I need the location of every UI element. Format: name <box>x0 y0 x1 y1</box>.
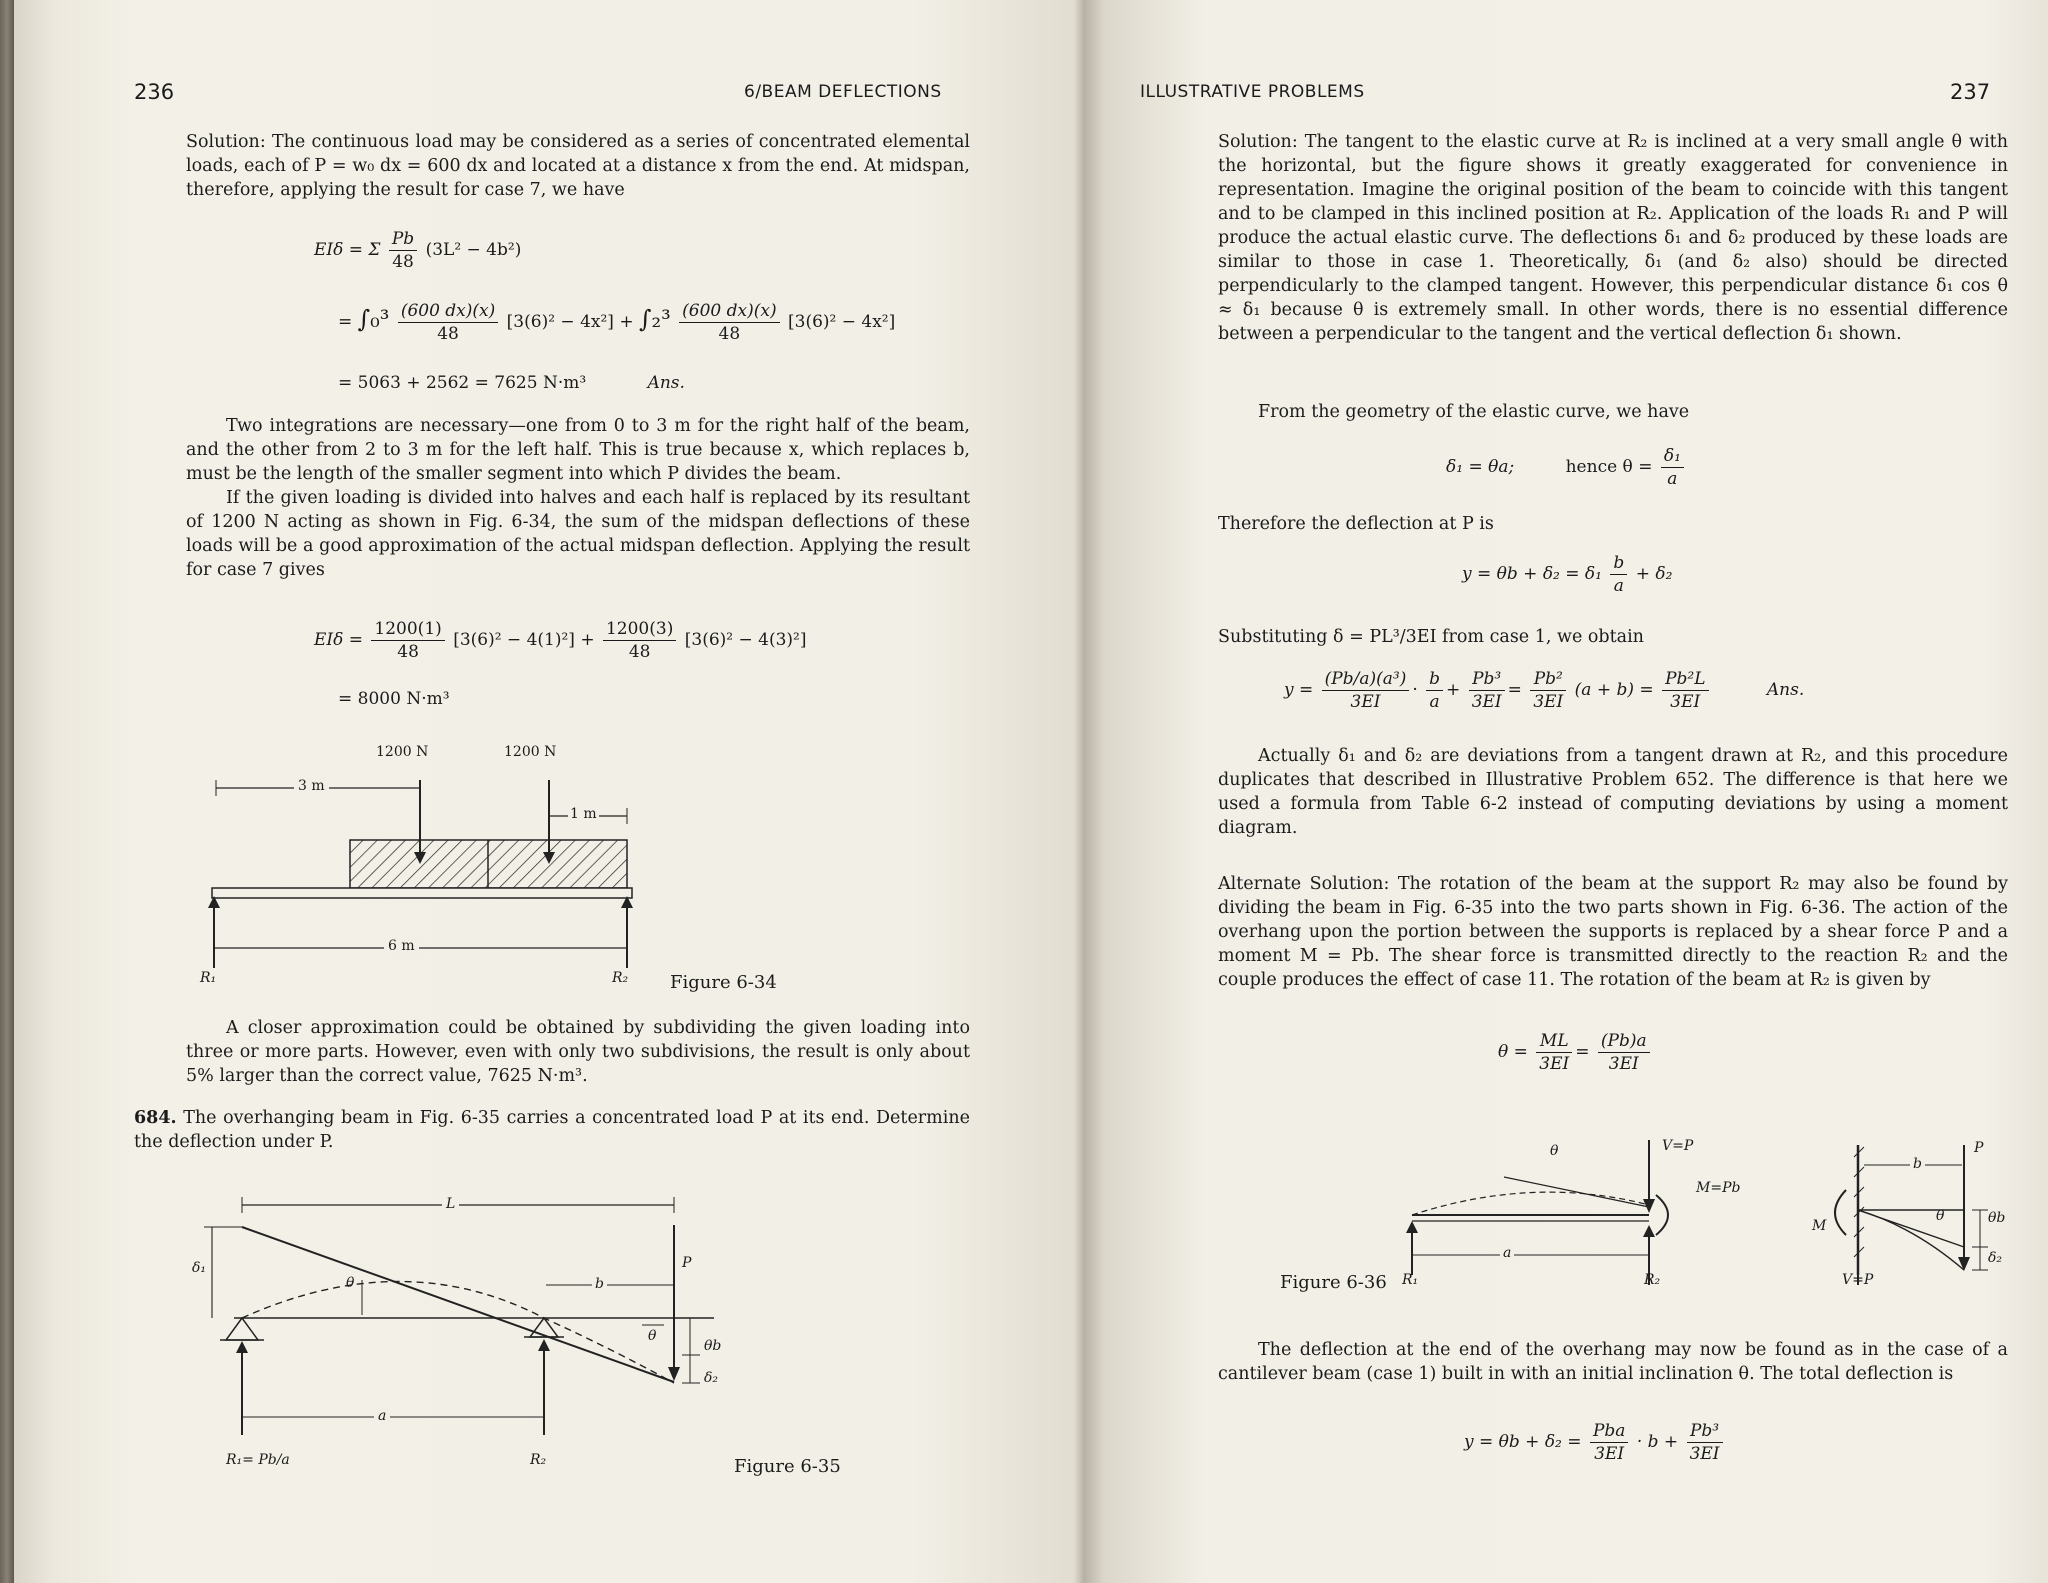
right-page <box>1084 0 2048 1583</box>
fig36-theta2: θ <box>1936 1208 1945 1224</box>
fig34-r1: R₁ <box>200 970 217 986</box>
fig34-dim-1m: 1 m <box>570 806 597 822</box>
fig35-theta2: θ <box>648 1328 657 1344</box>
page-number: 236 <box>134 80 175 104</box>
fig36-V2: V=P <box>1842 1272 1874 1288</box>
fig36-V: V=P <box>1662 1138 1694 1154</box>
fig36-P: P <box>1974 1140 1984 1156</box>
fig36-M: M=Pb <box>1696 1180 1741 1196</box>
fig35-thetab: θb <box>704 1338 722 1354</box>
fig36-delta2: δ₂ <box>1988 1250 2003 1266</box>
problem-684 <box>134 1106 970 1154</box>
fig36-b: b <box>1910 1156 1925 1172</box>
running-head: 6/BEAM DEFLECTIONS <box>744 82 942 102</box>
paragraph-substituting: Substituting δ = PL³/3EI from case 1, we obtain <box>1218 627 1644 647</box>
equation-theta: θ = $\frac{ML}{3EI}$ = $\frac{(Pb)a}{3EI}$ <box>1498 1030 1653 1075</box>
fig34-r2: R₂ <box>612 970 629 986</box>
fig36-M-left: M <box>1812 1218 1827 1234</box>
paragraph-geometry: From the geometry of the elastic curve, we have <box>1258 402 1690 422</box>
fig34-load-2: 1200 N <box>504 744 557 760</box>
fig35-theta: θ <box>346 1275 355 1291</box>
fig34-dim-6m: 6 m <box>384 938 419 954</box>
equation-y1: y = θb + δ₂ = δ₁ $\frac{b}{a}$ + δ₂ <box>1462 553 1673 596</box>
fig34-dim-3m: 3 m <box>294 778 329 794</box>
figure-6-34-drawing <box>194 740 654 990</box>
fig36-theta: θ <box>1550 1143 1559 1159</box>
fig35-P: P <box>682 1255 692 1271</box>
fig34-load-1: 1200 N <box>376 744 429 760</box>
solution-paragraph: Solution: The continuous load may be considered as a series of concentrated elemental loads, each of P = w₀ dx = 600 dx and located at a distance x from the end. At midspan, therefore, applying the result for case 7, we have <box>186 132 970 200</box>
fig35-delta1: δ₁ <box>192 1260 207 1276</box>
equation-3: = 5063 + 2562 = 7625 N·m³ Ans. <box>338 373 685 393</box>
book-edge <box>0 0 14 1583</box>
equation-y2: y = $\frac{\text{(Pb/a)(a³)}}{3EI}$ · $\frac{b}{a}$ + $\frac{\text{Pb³}}{3EI}$ = $\frac{\text{Pb²}}{3EI}$ (a + b) = $\frac{\text{Pb²L}}{3EI}$ Ans. <box>1284 669 1805 712</box>
figure-6-34-caption: Figure 6-34 <box>670 972 777 993</box>
paragraph-actually: Actually δ₁ and δ₂ are deviations from a tangent drawn at R₂, and this procedure duplicates that described in Illustrative Problem 652. The difference is that here we used a formula from Table 6-2 instead of computing deviations by using a moment diagram. <box>1218 746 2008 838</box>
equation-1: EIδ = Σ $\frac{Pb}{48}$ (3L² − 4b²) <box>314 229 522 272</box>
paragraph-closer-approximation: A closer approximation could be obtained by subdividing the given loading into three or more parts. However, even with only two subdivisions, the result is only about 5% larger than the correct value, 7625 N·m³. <box>186 1018 970 1086</box>
fig35-b: b <box>592 1276 607 1292</box>
equation-delta1: δ₁ = θa; hence θ = $\frac{\text{δ₁}}{a}$ <box>1446 445 1687 490</box>
running-head: ILLUSTRATIVE PROBLEMS <box>1140 82 1365 102</box>
fig36-r2: R₂ <box>1644 1272 1661 1288</box>
fig36-thetab: θb <box>1988 1210 2006 1226</box>
fig36-a: a <box>1500 1245 1514 1261</box>
fig35-r2: R₂ <box>530 1452 547 1468</box>
fig35-L: L <box>442 1196 459 1212</box>
paragraph-deflection: Therefore the deflection at P is <box>1218 514 1494 534</box>
page-number: 237 <box>1950 80 1991 104</box>
solution-paragraph: Solution: The tangent to the elastic curve at R₂ is inclined at a very small angle θ with the horizontal, but the figure shows it greatly exaggerated for convenience in representation. Imagine the original position of the beam to coincide with this tangent and to be clamped in this inclined position at R₂. Application of the loads R₁ and P will produce the actual elastic curve. The deflections δ₁ and δ₂ produced by these loads are similar to those in case 1. Theoretically, δ₁ (and δ₂ also) should be directed perpendicularly to the clamped tangent. However, this perpendicular distance δ₁ cos θ ≈ δ₁ because θ is extremely small. In other words, there is no essential difference between a perpendicular to the tangent and the vertical deflection δ₁ shown. <box>1218 132 2008 344</box>
equation-2: = ∫₀³ $\frac{(600 dx)(x)}{48}$ [3(6)² − 4x²] + ∫₂³ $\frac{(600 dx)(x)}{48}$ [3(6)² − 4x²] <box>338 301 896 344</box>
paragraph-final: The deflection at the end of the overhang may now be found as in the case of a cantilever beam (case 1) built in with an initial inclination θ. The total deflection is <box>1218 1340 2008 1384</box>
fig35-delta2: δ₂ <box>704 1370 719 1386</box>
equation-4: EIδ = $\frac{1200(1)}{48}$ [3(6)² − 4(1)²] + $\frac{1200(3)}{48}$ [3(6)² − 4(3)²] <box>314 619 807 662</box>
problem-text: The overhanging beam in Fig. 6-35 carries a concentrated load P at its end. Determine the deflection under P. <box>134 1108 970 1152</box>
figure-6-36-caption: Figure 6-36 <box>1280 1272 1387 1293</box>
paragraph-halves: If the given loading is divided into halves and each half is replaced by its resultant of 1200 N acting as shown in Fig. 6-34, the sum of the midspan deflections of these loads will be a good approximation of the actual midspan deflection. Applying the result for case 7 gives <box>186 488 970 580</box>
equation-final: y = θb + δ₂ = $\frac{\text{Pba}}{3EI}$ · b + $\frac{\text{Pb³}}{3EI}$ <box>1464 1420 1726 1465</box>
left-page <box>14 0 1084 1583</box>
figure-6-35-caption: Figure 6-35 <box>734 1456 841 1477</box>
paragraph-alternate-solution: Alternate Solution: The rotation of the beam at the support R₂ may also be found by dividing the beam in Fig. 6-35 into the two parts shown in Fig. 6-36. The action of the overhang upon the portion between the supports is replaced by a shear force P and a moment M = Pb. The shear force is transmitted directly to the reaction R₂ and the couple produces the effect of case 11. The rotation of the beam at R₂ is given by <box>1218 874 2008 990</box>
fig35-r1: R₁= Pb/a <box>226 1452 290 1468</box>
problem-number: 684. <box>134 1108 177 1128</box>
paragraph-integrations: Two integrations are necessary—one from 0 to 3 m for the right half of the beam, and the other from 2 to 3 m for the left half. This is true because x, which replaces b, must be the length of the smaller segment into which P divides the beam. <box>186 416 970 484</box>
fig36-r1: R₁ <box>1402 1272 1419 1288</box>
equation-5: = 8000 N·m³ <box>338 689 450 709</box>
fig35-a: a <box>374 1408 390 1424</box>
